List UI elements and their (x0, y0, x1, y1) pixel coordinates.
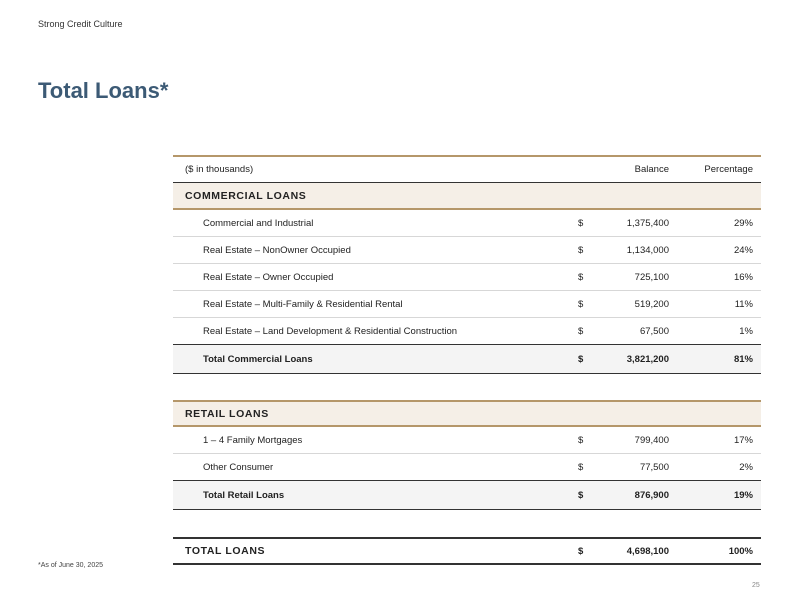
balance-column-header: Balance (634, 164, 669, 175)
dollar-sign: $ (578, 353, 584, 365)
table-row (173, 318, 761, 345)
row-percentage: 29% (733, 217, 753, 229)
row-percentage: 11% (734, 298, 753, 310)
row-percentage: 1% (739, 325, 753, 337)
row-label: Real Estate – Land Development & Residential Construction (203, 325, 458, 337)
table-row (173, 237, 761, 264)
row-label: Real Estate – Owner Occupied (203, 271, 334, 283)
row-percentage: 17% (733, 434, 753, 446)
dollar-sign: $ (578, 217, 584, 229)
grand-total-row (173, 537, 761, 565)
table-row (173, 427, 761, 454)
table-spacer (173, 374, 761, 400)
total-percentage: 19% (733, 489, 753, 501)
row-label: Real Estate – Multi-Family & Residential Rental (203, 298, 403, 310)
dollar-sign: $ (578, 244, 584, 256)
row-balance: 77,500 (639, 461, 669, 473)
section-label: Strong Credit Culture (38, 19, 123, 29)
grand-total-label: TOTAL LOANS (185, 545, 266, 557)
dollar-sign: $ (578, 461, 584, 473)
grand-total-percentage: 100% (728, 545, 753, 557)
category-title: RETAIL LOANS (185, 407, 269, 420)
page-title: Total Loans* (38, 78, 169, 103)
dollar-sign: $ (578, 489, 584, 501)
row-label: Real Estate – NonOwner Occupied (203, 244, 351, 256)
row-percentage: 2% (739, 461, 753, 473)
row-label: Commercial and Industrial (203, 217, 314, 229)
loans-table (173, 155, 761, 565)
category-title: COMMERCIAL LOANS (185, 189, 307, 202)
row-balance: 519,200 (634, 298, 669, 310)
row-label: 1 – 4 Family Mortgages (203, 434, 303, 446)
total-balance: 3,821,200 (626, 353, 669, 365)
category-row-retail (173, 400, 761, 427)
total-percentage: 81% (733, 353, 753, 365)
table-row (173, 210, 761, 237)
percentage-column-header: Percentage (704, 164, 753, 175)
total-row-commercial (173, 345, 761, 374)
table-row (173, 264, 761, 291)
row-balance: 1,375,400 (626, 217, 669, 229)
dollar-sign: $ (578, 545, 584, 557)
row-percentage: 24% (733, 244, 753, 256)
table-row (173, 291, 761, 318)
row-label: Other Consumer (203, 461, 274, 473)
grand-total-balance: 4,698,100 (626, 545, 669, 557)
row-percentage: 16% (733, 271, 753, 283)
row-balance: 1,134,000 (626, 244, 669, 256)
unit-label: ($ in thousands) (185, 164, 254, 175)
table-spacer (173, 510, 761, 537)
row-balance: 799,400 (634, 434, 669, 446)
dollar-sign: $ (578, 325, 584, 337)
total-row-retail (173, 481, 761, 510)
dollar-sign: $ (578, 434, 584, 446)
dollar-sign: $ (578, 298, 584, 310)
table-header-row (173, 155, 761, 183)
dollar-sign: $ (578, 271, 584, 283)
total-balance: 876,900 (634, 489, 669, 501)
table-row (173, 454, 761, 481)
total-label: Total Retail Loans (203, 489, 285, 501)
footnote: *As of June 30, 2025 (38, 562, 103, 569)
total-label: Total Commercial Loans (203, 353, 313, 365)
row-balance: 67,500 (639, 325, 669, 337)
category-row-commercial (173, 183, 761, 210)
row-balance: 725,100 (634, 271, 669, 283)
page-number: 25 (752, 582, 760, 589)
